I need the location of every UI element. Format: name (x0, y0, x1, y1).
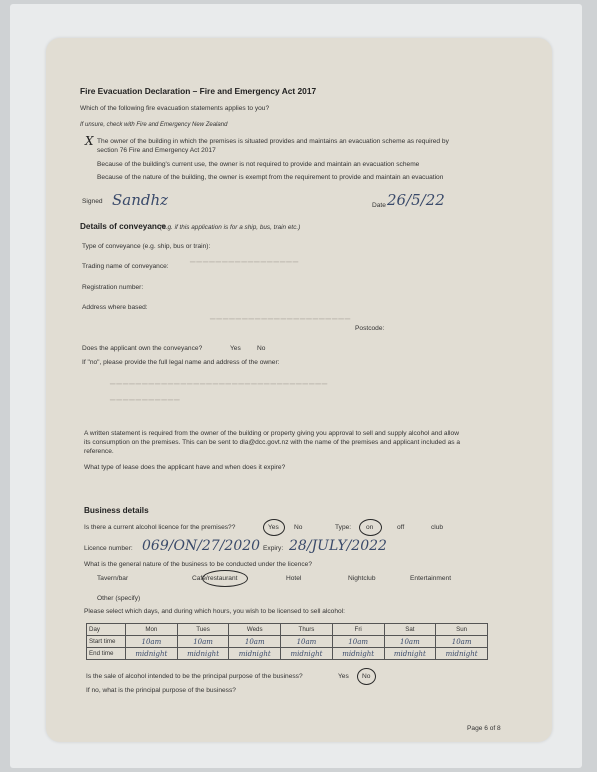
evacuation-option-1-line2: section 76 Fire and Emergency Act 2017 (97, 147, 216, 154)
on-circle (359, 519, 382, 536)
evacuation-question: Which of the following fire evacuation statements applies to you? (80, 105, 270, 112)
day-sat: Sat (384, 624, 436, 636)
type-on-option[interactable]: on (366, 524, 374, 531)
nature-option-other[interactable]: Other (specify) (97, 595, 141, 602)
faint-bleedthrough-text: ━━━━━━━━━━━ (110, 396, 181, 406)
signed-label: Signed (82, 198, 103, 205)
end-time-mon[interactable]: midnight (126, 648, 178, 660)
principal-no-option[interactable]: No (362, 673, 371, 680)
day-mon: Mon (126, 624, 178, 636)
trading-name-label: Trading name of conveyance: (82, 263, 169, 270)
nature-option-tavern[interactable]: Tavern/bar (97, 575, 129, 582)
conveyance-type-label: Type of conveyance (e.g. ship, bus or train): (82, 243, 211, 250)
start-time-fri[interactable]: 10am (332, 636, 384, 648)
no-circle (357, 668, 376, 685)
start-time-tues[interactable]: 10am (177, 636, 229, 648)
business-nature-question: What is the general nature of the business to be conducted under the licence? (84, 561, 312, 568)
end-time-fri[interactable]: midnight (332, 648, 384, 660)
postcode-label: Postcode: (355, 325, 385, 332)
address-label: Address where based: (82, 304, 148, 311)
tick-mark[interactable]: X (85, 134, 94, 148)
start-time-sat[interactable]: 10am (384, 636, 436, 648)
yes-circle (263, 519, 285, 536)
written-statement-line3: reference. (84, 448, 114, 455)
section-title-fire-evacuation: Fire Evacuation Declaration – Fire and Emergency Act 2017 (80, 86, 317, 96)
end-time-sat[interactable]: midnight (384, 648, 436, 660)
end-time-tues[interactable]: midnight (177, 648, 229, 660)
faint-bleedthrough-text: ━━━━━━━━━━━━━━━━━━━━━━ (210, 315, 352, 325)
day-header: Day (87, 624, 126, 636)
day-sun: Sun (436, 624, 488, 636)
nature-option-hotel[interactable]: Hotel (286, 575, 302, 582)
table-row (87, 624, 488, 636)
end-time-header: End time (87, 648, 126, 660)
licence-no-option[interactable]: No (294, 524, 303, 531)
owns-conveyance-label: Does the applicant own the conveyance? (82, 345, 203, 352)
written-statement-line1: A written statement is required from the owner of the building or property giving you approval to sell and supply alcohol and allow (84, 430, 459, 437)
owner-details-label: If "no", please provide the full legal name and address of the owner: (82, 359, 280, 366)
nature-option-nightclub[interactable]: Nightclub (348, 575, 376, 582)
start-time-thurs[interactable]: 10am (281, 636, 333, 648)
registration-label: Registration number: (82, 284, 144, 291)
page-number: Page 6 of 8 (467, 725, 501, 732)
owns-no-option[interactable]: No (257, 345, 266, 352)
business-details-heading: Business details (84, 506, 149, 515)
lease-question: What type of lease does the applicant have and when does it expire? (84, 464, 286, 471)
day-thurs: Thurs (281, 624, 333, 636)
end-time-weds[interactable]: midnight (229, 648, 281, 660)
signature[interactable]: Sandhz (112, 191, 169, 209)
conveyance-heading: Details of conveyance (80, 222, 167, 231)
principal-purpose-followup: If no, what is the principal purpose of the business? (86, 687, 236, 694)
end-time-sun[interactable]: midnight (436, 648, 488, 660)
date-value[interactable]: 26/5/22 (387, 191, 445, 209)
expiry-value[interactable]: 28/JULY/2022 (289, 538, 387, 554)
trading-hours-table (86, 623, 488, 660)
evacuation-hint: If unsure, check with Fire and Emergency New Zealand (80, 122, 228, 128)
licence-number-value[interactable]: 069/ON/27/2020 (142, 538, 261, 554)
licence-question: Is there a current alcohol licence for the premises?? (84, 524, 236, 531)
faint-bleedthrough-text: ━━━━━━━━━━━━━━━━━ (190, 258, 300, 268)
table-row (87, 648, 488, 660)
type-club-option[interactable]: club (431, 524, 444, 531)
day-fri: Fri (332, 624, 384, 636)
principal-yes-option[interactable]: Yes (338, 673, 349, 680)
faint-bleedthrough-text: ━━━━━━━━━━━━━━━━━━━━━━━━━━━━━━━━━━ (110, 380, 329, 390)
day-weds: Weds (229, 624, 281, 636)
hours-question: Please select which days, and during which hours, you wish to be licensed to sell alcohol: (84, 608, 345, 615)
evacuation-option-2[interactable]: Because of the building's current use, the owner is not required to provide and maintain an evacuation scheme (97, 161, 420, 168)
nature-option-cafe[interactable]: Café/restaurant (192, 575, 238, 582)
evacuation-option-3[interactable]: Because of the nature of the building, the owner is exempt from the requirement to provide and maintain an evacuation (97, 174, 444, 181)
table-row (87, 636, 488, 648)
start-time-mon[interactable]: 10am (126, 636, 178, 648)
licence-number-label: Licence number: (84, 545, 133, 552)
type-off-option[interactable]: off (397, 524, 405, 531)
expiry-label: Expiry: (263, 545, 284, 552)
start-time-sun[interactable]: 10am (436, 636, 488, 648)
licence-yes-option[interactable]: Yes (268, 524, 279, 531)
start-time-header: Start time (87, 636, 126, 648)
licence-type-label: Type: (335, 524, 352, 531)
nature-option-entertainment[interactable]: Entertainment (410, 575, 452, 582)
day-tues: Tues (177, 624, 229, 636)
end-time-thurs[interactable]: midnight (281, 648, 333, 660)
start-time-weds[interactable]: 10am (229, 636, 281, 648)
owns-yes-option[interactable]: Yes (230, 345, 241, 352)
restaurant-circle (202, 570, 248, 587)
conveyance-heading-note: (e.g. if this application is for a ship, bus, train etc.) (160, 224, 301, 231)
principal-purpose-question: Is the sale of alcohol intended to be the principal purpose of the business? (86, 673, 303, 680)
date-label: Date (372, 202, 386, 209)
evacuation-option-1-line1: The owner of the building in which the premises is situated provides and maintains an evacuation scheme as required by (97, 138, 449, 145)
written-statement-line2: its consumption on the premises. This can be sent to dla@dcc.govt.nz with the name of the premises and applicant included as a (84, 439, 461, 446)
